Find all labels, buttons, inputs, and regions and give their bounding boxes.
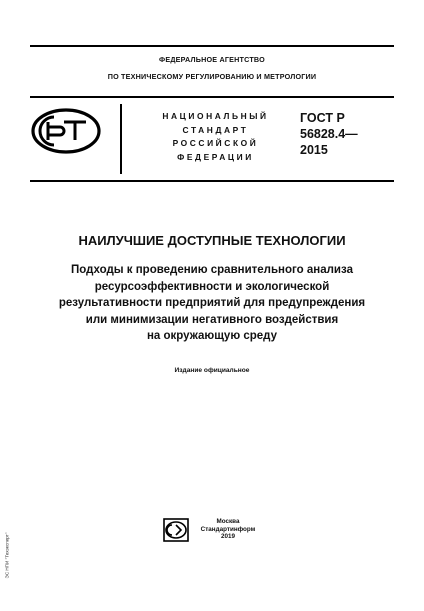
subtitle-line-2: ресурсоэффективности и экологической bbox=[94, 280, 330, 293]
agency-rule bbox=[30, 96, 394, 98]
standard-type-line-4: ФЕДЕРАЦИИ bbox=[177, 151, 254, 162]
agency-line-1: ФЕДЕРАЛЬНОЕ АГЕНТСТВО bbox=[159, 55, 265, 64]
standard-type-line-2: СТАНДАРТ bbox=[182, 124, 249, 135]
side-watermark: ЭС НПИ "Техэксперт" bbox=[4, 532, 10, 579]
subtitle-line-5: на окружающую среду bbox=[146, 330, 277, 342]
gost-r-logo bbox=[30, 107, 102, 155]
agency-line-2: ПО ТЕХНИЧЕСКОМУ РЕГУЛИРОВАНИЮ И МЕТРОЛОГИИ bbox=[107, 72, 317, 81]
publisher-year: 2019 bbox=[220, 533, 235, 541]
standard-type-line-1: НАЦИОНАЛЬНЫЙ bbox=[162, 111, 269, 121]
subtitle-line-3: результативности предприятий для предупреждения bbox=[58, 297, 366, 309]
publisher-name: Стандартинформ bbox=[200, 525, 256, 533]
publisher-block bbox=[196, 518, 260, 541]
document-title: НАИЛУЧШИЕ ДОСТУПНЫЕ ТЕХНОЛОГИИ bbox=[78, 233, 346, 248]
subtitle-line-4: или минимизации негативного воздействия bbox=[85, 313, 339, 326]
designation-prefix: ГОСТ Р bbox=[300, 111, 345, 125]
document-subtitle bbox=[20, 262, 404, 345]
designation-number: 56828.4— bbox=[300, 127, 358, 141]
header-rule bbox=[30, 180, 394, 182]
national-standard-block bbox=[148, 110, 283, 164]
standard-designation bbox=[300, 110, 358, 158]
header-divider bbox=[120, 104, 122, 174]
publisher-city: Москва bbox=[216, 518, 240, 525]
subtitle-line-1: Подходы к проведению сравнительного анализа bbox=[71, 264, 353, 276]
standard-type-line-3: РОССИЙСКОЙ bbox=[172, 138, 259, 148]
edition-label: Издание официальное bbox=[174, 367, 250, 374]
designation-year: 2015 bbox=[300, 143, 328, 157]
publisher-logo bbox=[163, 518, 189, 542]
top-rule bbox=[30, 45, 394, 47]
